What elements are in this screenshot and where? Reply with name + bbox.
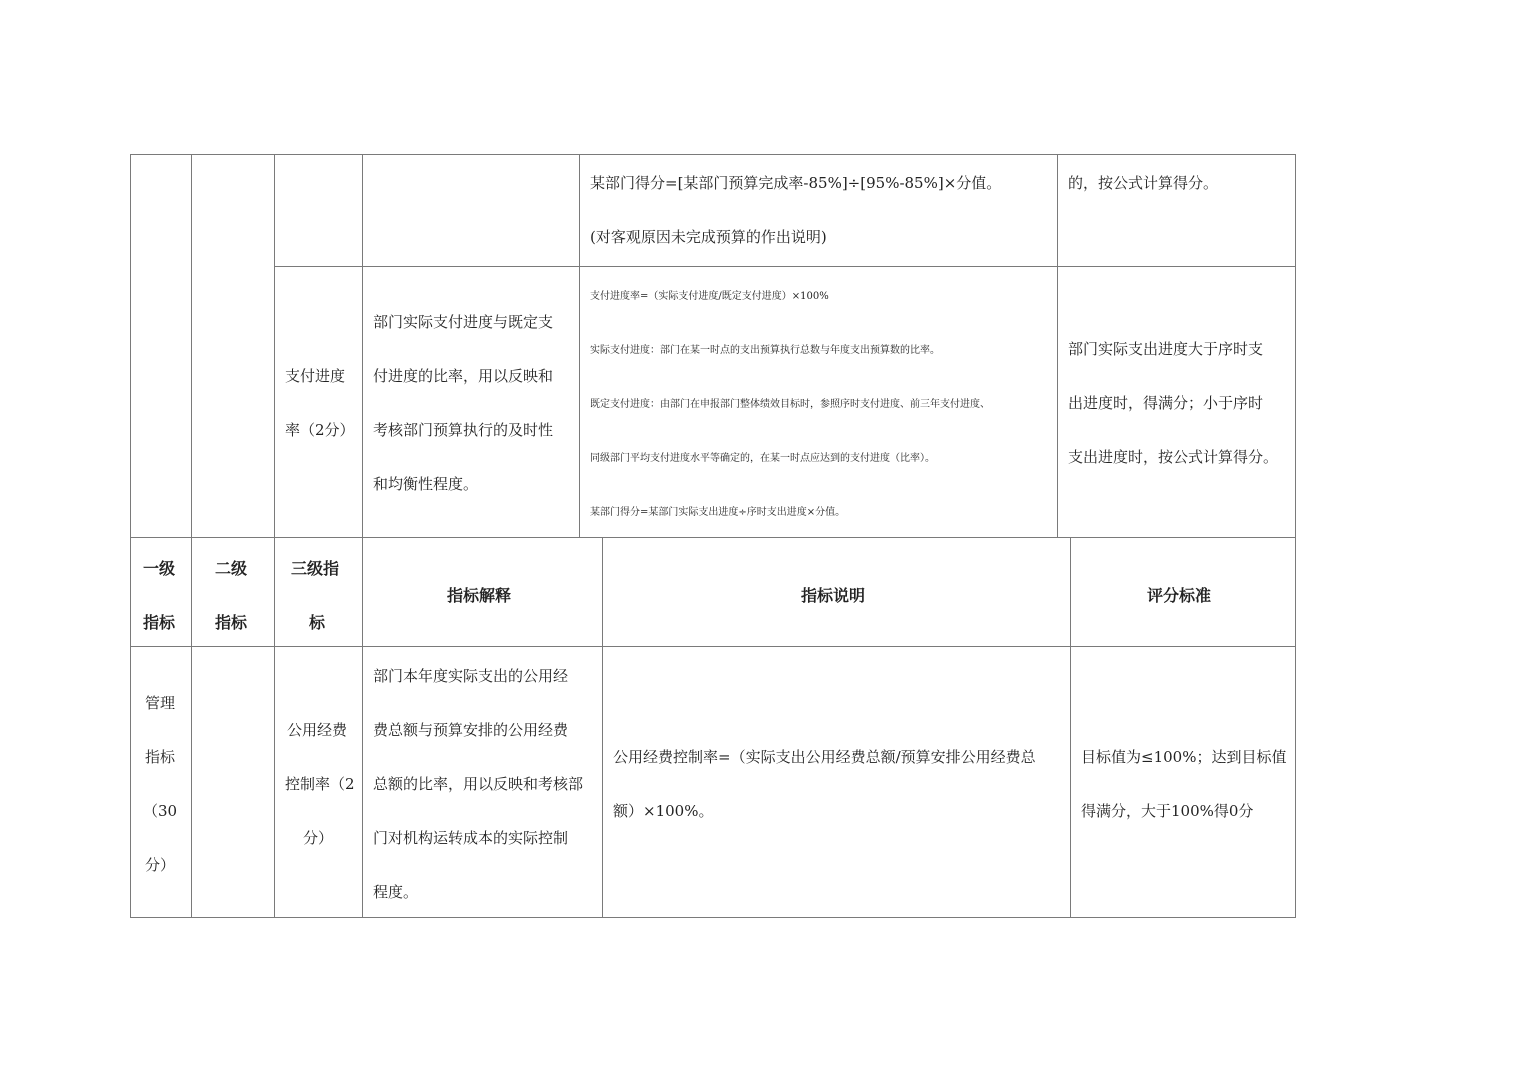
header-level1-line2: 指标 xyxy=(143,613,176,632)
table-border xyxy=(191,154,192,918)
budget-formula: 某部门得分=[某部门预算完成率-85%]÷[95%-85%]×分值。 xyxy=(590,174,1002,192)
table-border xyxy=(130,537,1296,538)
table-border xyxy=(579,154,580,537)
table-border xyxy=(1295,154,1296,918)
payment-description-line: 某部门得分=某部门实际支出进度÷序时支出进度×分值。 xyxy=(590,507,846,518)
header-level1-line1: 一级 xyxy=(143,559,176,578)
header-level2-line2: 指标 xyxy=(215,613,248,632)
level1-line: 管理 xyxy=(145,694,176,712)
table-border xyxy=(130,154,131,918)
expense-description-line: 公用经费控制率=（实际支出公用经费总额/预算安排公用经费总 xyxy=(613,748,1036,766)
expense-explanation-line: 总额的比率，用以反映和考核部 xyxy=(373,775,584,793)
budget-note: (对客观原因未完成预算的作出说明) xyxy=(590,228,827,246)
table-border xyxy=(130,154,1296,155)
expense-scoring-line: 得满分，大于100%得0分 xyxy=(1081,802,1254,820)
payment-explanation-line: 付进度的比率，用以反映和 xyxy=(373,367,554,385)
header-description: 指标说明 xyxy=(801,586,866,605)
payment-explanation-line: 和均衡性程度。 xyxy=(373,475,479,493)
header-level3-line1: 三级指 xyxy=(291,559,340,578)
expense-explanation-line: 费总额与预算安排的公用经费 xyxy=(373,721,569,739)
expense-explanation-line: 部门本年度实际支出的公用经 xyxy=(373,667,569,685)
payment-name-line2: 率（2分） xyxy=(285,421,355,439)
expense-name-line: 分） xyxy=(303,829,334,847)
table-border xyxy=(130,917,1296,918)
expense-explanation-line: 程度。 xyxy=(373,883,419,901)
payment-description-line: 实际支付进度：部门在某一时点的支出预算执行总数与年度支出预算数的比率。 xyxy=(590,345,940,356)
header-explanation: 指标解释 xyxy=(447,586,512,605)
payment-scoring-line: 出进度时，得满分；小于序时 xyxy=(1068,394,1264,412)
payment-description-line: 既定支付进度：由部门在申报部门整体绩效目标时，参照序时支付进度、前三年支付进度、 xyxy=(590,399,990,410)
payment-scoring-line: 支出进度时，按公式计算得分。 xyxy=(1068,448,1279,466)
table-border xyxy=(1057,154,1058,537)
level1-line: （30 xyxy=(143,802,178,820)
table-border xyxy=(602,537,603,918)
budget-score-tail: 的，按公式计算得分。 xyxy=(1068,174,1219,192)
header-level2-line1: 二级 xyxy=(215,559,248,578)
expense-scoring-line: 目标值为≤100%；达到目标值 xyxy=(1081,748,1287,766)
header-scoring: 评分标准 xyxy=(1147,586,1212,605)
expense-name-line: 控制率（2 xyxy=(285,775,355,793)
payment-explanation-line: 部门实际支付进度与既定支 xyxy=(373,313,554,331)
table-border xyxy=(362,154,363,918)
level1-line: 指标 xyxy=(145,748,176,766)
payment-description-line: 支付进度率=（实际支付进度/既定支付进度）×100% xyxy=(590,291,829,302)
expense-name-line: 公用经费 xyxy=(287,721,348,739)
payment-scoring-line: 部门实际支出进度大于序时支 xyxy=(1068,340,1264,358)
table-border xyxy=(130,646,1296,647)
payment-explanation-line: 考核部门预算执行的及时性 xyxy=(373,421,554,439)
table-border xyxy=(1070,537,1071,918)
expense-explanation-line: 门对机构运转成本的实际控制 xyxy=(373,829,569,847)
header-level3-line2: 标 xyxy=(309,613,326,632)
level1-line: 分） xyxy=(145,856,176,874)
table-border xyxy=(274,154,275,918)
expense-description-line: 额）×100%。 xyxy=(613,802,714,820)
payment-description-line: 同级部门平均支付进度水平等确定的，在某一时点应达到的支付进度（比率）。 xyxy=(590,453,935,464)
table-border xyxy=(274,266,1296,267)
payment-name-line1: 支付进度 xyxy=(285,367,346,385)
